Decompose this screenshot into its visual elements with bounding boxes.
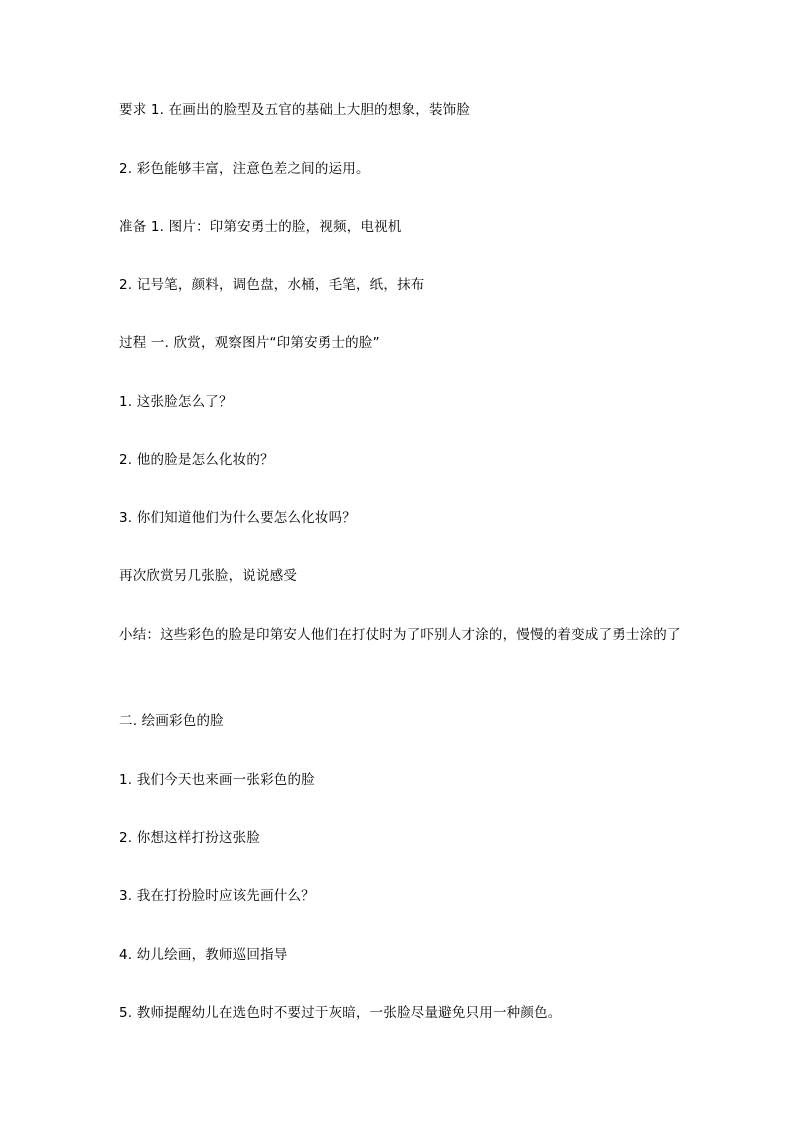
requirement-line-1: 要求 1. 在画出的脸型及五官的基础上大胆的想象，装饰脸 (119, 102, 471, 118)
step-3: 3. 我在打扮脸时应该先画什么？ (119, 888, 315, 904)
step-1: 1. 我们今天也来画一张彩色的脸 (119, 772, 315, 788)
requirement-line-2: 2. 彩色能够丰富，注意色差之间的运用。 (119, 161, 370, 177)
appreciation-line: 再次欣赏另几张脸，说说感受 (119, 568, 298, 584)
process-heading-1: 过程 一. 欣赏，观察图片“印第安勇士的脸” (119, 335, 380, 351)
step-5: 5. 教师提醒幼儿在选色时不要过于灰暗，一张脸尽量避免只用一种颜色。 (119, 1005, 562, 1021)
question-3: 3. 你们知道他们为什么要怎么化妆吗？ (119, 510, 356, 526)
process-heading-2: 二. 绘画彩色的脸 (119, 713, 224, 729)
summary-paragraph: 小结：这些彩色的脸是印第安人他们在打仗时为了吓别人才涂的，慢慢的着变成了勇士涂的了 (119, 627, 681, 643)
question-1: 1. 这张脸怎么了？ (119, 394, 233, 410)
preparation-line-2: 2. 记号笔，颜料，调色盘，水桶，毛笔，纸，抹布 (119, 277, 425, 293)
question-2: 2. 他的脸是怎么化妆的？ (119, 452, 274, 468)
step-2: 2. 你想这样打扮这张脸 (119, 830, 261, 846)
preparation-line-1: 准备 1. 图片：印第安勇士的脸，视频，电视机 (119, 219, 402, 235)
step-4: 4. 幼儿绘画，教师巡回指导 (119, 947, 288, 963)
